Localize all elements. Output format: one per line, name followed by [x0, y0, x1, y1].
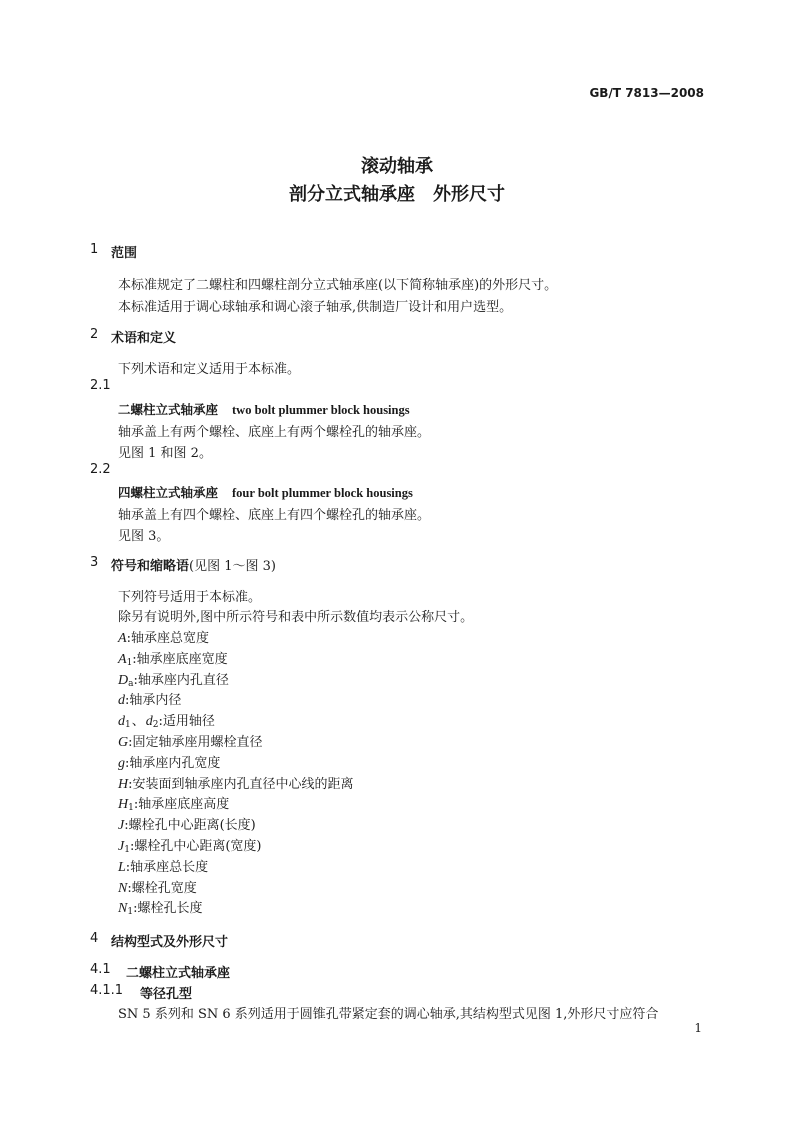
- symbol-separator: 、: [131, 714, 145, 730]
- symbol-row: [118, 627, 209, 647]
- section-3-number: 3: [90, 555, 99, 570]
- section-2-number: 2: [90, 327, 99, 342]
- symbol-subscript: 1: [124, 845, 130, 855]
- symbol-letter: A: [118, 631, 127, 646]
- symbol-row: [118, 773, 354, 793]
- symbol-description: :适用轴径: [158, 714, 215, 730]
- symbol-row: [118, 793, 229, 813]
- section-4-1-number: 4.1: [90, 962, 111, 977]
- symbol-row: [118, 877, 197, 897]
- section-3-intro: 除另有说明外,图中所示符号和表中所示数值均表示公称尺寸。: [118, 610, 474, 625]
- section-1-number: 1: [90, 242, 99, 257]
- symbol-letter: N: [118, 880, 128, 896]
- symbol-description: :螺栓孔中心距离(长度): [124, 818, 256, 834]
- term-definition: 轴承盖上有四个螺栓、底座上有四个螺栓孔的轴承座。: [118, 508, 431, 523]
- term-see-figure: 见图 1 和图 2。: [118, 446, 212, 461]
- document-title-line1: 滚动轴承: [361, 156, 433, 177]
- symbol-description: :螺栓孔长度: [133, 901, 203, 917]
- term-zh: 四螺柱立式轴承座: [118, 485, 219, 500]
- symbol-description: :轴承座底座宽度: [132, 651, 228, 667]
- term-zh: 二螺柱立式轴承座: [118, 402, 219, 417]
- section-1-heading: 范围: [111, 246, 138, 261]
- symbol-row: [118, 752, 220, 772]
- symbol-row: [118, 710, 215, 730]
- term-en: two bolt plummer block housings: [232, 403, 410, 417]
- section-2-heading: 术语和定义: [111, 331, 177, 346]
- symbol-description: :轴承座总宽度: [126, 631, 209, 646]
- section-4-number: 4: [90, 931, 99, 946]
- symbol-row: [118, 835, 261, 855]
- symbol-subscript: 1: [125, 720, 131, 731]
- symbol-description: :轴承座总长度: [125, 859, 209, 875]
- symbol-letter: A: [118, 651, 127, 667]
- section-3-heading-text: 符号和缩略语: [111, 559, 190, 574]
- symbol-subscript: 1: [127, 907, 134, 918]
- term-see-figure: 见图 3。: [118, 529, 170, 544]
- symbol-letter: d: [118, 714, 125, 730]
- section-1-paragraph: 本标准适用于调心球轴承和调心滚子轴承,供制造厂设计和用户选型。: [118, 300, 513, 315]
- section-1-paragraph: 本标准规定了二螺柱和四螺柱剖分立式轴承座(以下简称轴承座)的外形尺寸。: [118, 278, 558, 293]
- symbol-description: :轴承座底座高度: [133, 797, 230, 813]
- symbol-letter: J: [118, 818, 125, 834]
- symbol-description: :轴承座内孔宽度: [125, 755, 221, 771]
- symbol-subscript: 2: [152, 720, 159, 731]
- symbol-letter: d: [118, 693, 125, 709]
- section-3-heading-note: (见图 1～图 3): [189, 559, 276, 574]
- term-title: [118, 483, 413, 501]
- term-title: [118, 400, 410, 418]
- symbol-letter: D: [118, 672, 129, 688]
- symbol-row: [118, 669, 229, 689]
- symbol-description: :轴承内径: [125, 693, 182, 709]
- symbol-row: [118, 897, 202, 917]
- symbol-letter: H: [118, 797, 129, 813]
- symbol-subscript: a: [128, 678, 134, 689]
- symbol-description: :螺栓孔中心距离(宽度): [129, 839, 262, 854]
- symbol-letter: H: [118, 776, 129, 792]
- symbol-letter: g: [118, 755, 125, 771]
- symbol-letter: J: [118, 839, 125, 854]
- symbol-description: :轴承座内孔直径: [133, 672, 229, 688]
- term-number: 2.2: [90, 462, 111, 477]
- term-number: 2.1: [90, 378, 111, 393]
- symbol-row: [118, 689, 181, 709]
- section-3-heading: [111, 555, 276, 574]
- symbol-description: :螺栓孔宽度: [127, 880, 197, 896]
- symbol-subscript: 1: [126, 657, 133, 668]
- symbol-row: [118, 856, 208, 876]
- section-4-paragraph: SN 5 系列和 SN 6 系列适用于圆锥孔带紧定套的调心轴承,其结构型式见图 1,外形尺寸应符合: [118, 1007, 659, 1022]
- section-4-1-1-heading: 等径孔型: [140, 987, 193, 1002]
- symbol-letter: L: [118, 859, 126, 875]
- symbol-letter: G: [118, 735, 129, 750]
- term-definition: 轴承盖上有两个螺栓、底座上有两个螺栓孔的轴承座。: [118, 425, 431, 440]
- standard-code: GB/T 7813—2008: [589, 86, 704, 100]
- term-en: four bolt plummer block housings: [232, 486, 413, 500]
- section-3-intro: 下列符号适用于本标准。: [118, 590, 262, 605]
- symbol-row: [118, 731, 263, 751]
- symbol-letter: N: [118, 901, 128, 917]
- page-number: 1: [694, 1021, 702, 1035]
- symbol-row: [118, 814, 256, 834]
- symbol-description: :固定轴承座用螺栓直径: [128, 735, 263, 750]
- symbol-row: [118, 648, 228, 668]
- symbol-description: :安装面到轴承座内孔直径中心线的距离: [128, 776, 354, 792]
- symbol-letter: d: [145, 714, 153, 730]
- section-2-intro: 下列术语和定义适用于本标准。: [118, 362, 301, 377]
- section-4-1-1-number: 4.1.1: [90, 983, 124, 998]
- section-4-heading: 结构型式及外形尺寸: [111, 935, 229, 950]
- symbol-subscript: 1: [128, 803, 134, 814]
- document-title-line2: 剖分立式轴承座 外形尺寸: [289, 184, 505, 205]
- section-4-1-heading: 二螺柱立式轴承座: [126, 966, 231, 981]
